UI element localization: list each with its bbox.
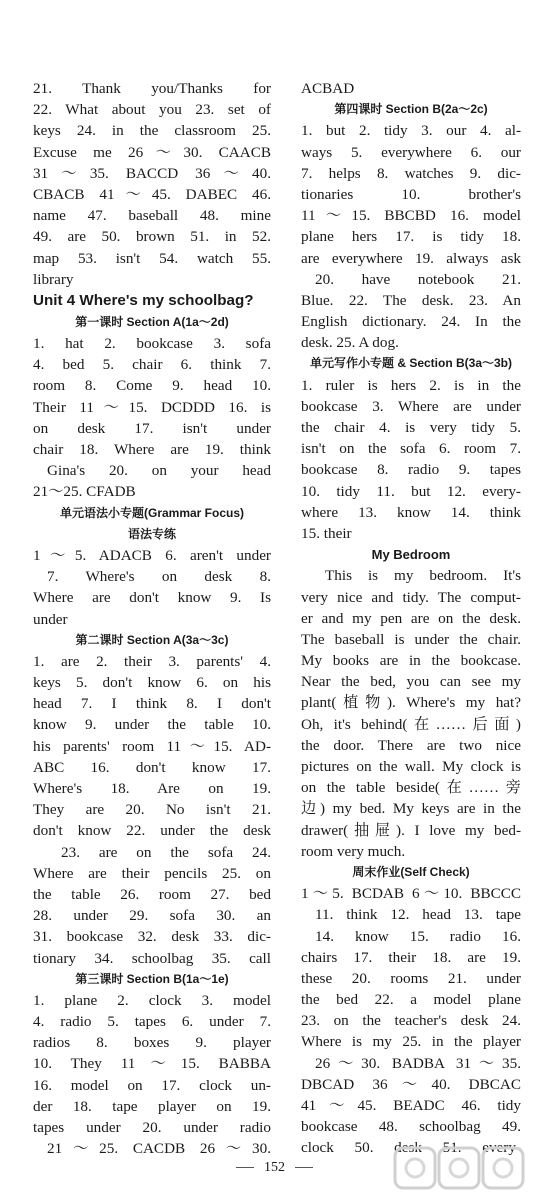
answer-line: on desk 17. isn't under <box>33 419 271 437</box>
answer-line: 31. bookcase 32. desk 33. dic- <box>33 928 271 946</box>
section-heading: 第三课时 Section B(1a～1e) <box>75 971 229 986</box>
essay-line: Oh, it's behind(在……后面) <box>301 715 521 733</box>
answer-line: ACBAD <box>301 80 355 97</box>
answer-line: 10. They 11～15. BABBA <box>33 1055 271 1073</box>
answer-line: 4. radio 5. tapes 6. under 7. <box>33 1013 271 1031</box>
unit-heading: Unit 4 Where's my schoolbag? <box>33 291 254 309</box>
answer-line: bookcase 3. Where are under <box>301 397 521 415</box>
right-answer-column <box>301 78 521 1159</box>
answer-line: 21～25. CFADB <box>33 483 136 501</box>
section-heading: 第一课时 Section A(1a～2d) <box>75 314 229 329</box>
answer-line: keys 5. don't know 6. on his <box>33 674 271 692</box>
section-heading: 单元语法小专题(Grammar Focus) <box>59 505 245 520</box>
essay-line: room very much. <box>301 842 406 860</box>
essay-line: Near the bed, you can see my <box>301 673 521 691</box>
answer-line: 7. Where's on desk 8. <box>47 568 271 586</box>
answer-line: 10. tidy 11. but 12. every- <box>301 482 521 500</box>
answer-line: his parents' room 11～15. AD- <box>33 737 271 755</box>
section-heading: 周末作业(Self Check) <box>352 864 470 879</box>
answer-line: 41～45. BEADC 46. tidy <box>301 1097 521 1114</box>
answer-line: the chair 4. is very tidy 5. <box>301 419 521 436</box>
answer-line: DBCAD 36～40. DBCAC <box>301 1075 521 1093</box>
answer-line: under <box>33 610 68 628</box>
answer-line: keys 24. in the classroom 25. <box>33 122 271 140</box>
answer-line: map 53. isn't 54. watch 55. <box>33 249 271 267</box>
essay-line: drawer(抽屉). I love my bed- <box>301 821 521 839</box>
essay-line: on the table beside(在……旁 <box>301 779 521 797</box>
answer-line: 31～35. BACCD 36～40. <box>33 164 271 182</box>
answer-line: Where are don't know 9. Is <box>33 589 271 607</box>
answer-line: 49. are 50. brown 51. in 52. <box>33 228 271 246</box>
answer-line: 1. hat 2. bookcase 3. sofa <box>33 335 271 353</box>
answer-line: clock 50. desk 51. every- <box>301 1139 521 1157</box>
section-heading: 单元写作小专题 & Section B(3a～3b) <box>309 356 513 371</box>
answer-line: the table 26. room 27. bed <box>33 885 271 903</box>
answer-line: know 9. under the table 10. <box>33 716 271 734</box>
answer-line: isn't on the sofa 6. room 7. <box>301 440 521 458</box>
answer-line: Where's 18. Are on 19. <box>33 780 271 797</box>
answer-line: 14. know 15. radio 16. <box>315 927 521 945</box>
answer-line: 22. What about you 23. set of <box>33 101 271 119</box>
essay-line: er and my pen are on the desk. <box>301 609 521 627</box>
answer-line: 16. model on 17. clock un- <box>33 1076 271 1094</box>
answer-line: are everywhere 19. always ask <box>301 249 521 267</box>
answer-line: 23. on the teacher's desk 24. <box>301 1012 521 1030</box>
answer-line: They are 20. No isn't 21. <box>33 801 271 819</box>
answer-line: 1. ruler is hers 2. is in the <box>301 376 521 394</box>
answer-line: 20. have notebook 21. <box>315 270 521 288</box>
answer-line: bookcase 8. radio 9. tapes <box>301 461 521 479</box>
section-heading: 第四课时 Section B(2a～2c) <box>334 102 488 117</box>
answer-line: 28. under 29. sofa 30. an <box>33 907 271 925</box>
answer-line: room 8. Come 9. head 10. <box>33 377 271 395</box>
answer-line: tapes under 20. under radio <box>33 1119 271 1136</box>
essay-line: My books are in the bookcase. <box>301 652 521 670</box>
answer-line: chairs 17. their 18. are 19. <box>301 948 521 966</box>
page-number: 152 <box>264 1160 285 1175</box>
answer-line: 15. their <box>301 524 352 542</box>
answer-line: 21. Thank you/Thanks for <box>33 80 271 97</box>
answer-line: desk. 25. A dog. <box>301 334 399 352</box>
answer-line: the bed 22. a model plane <box>301 991 521 1009</box>
answer-line: 23. are on the sofa 24. <box>61 843 271 861</box>
answer-line: where 13. know 14. think <box>301 503 521 521</box>
section-heading: 语法专练 <box>127 526 176 541</box>
watermark-logo-icon <box>393 1144 543 1196</box>
answer-line: Where are their pencils 25. on <box>33 864 271 882</box>
answer-line: 21～25. CACDB 26～30. <box>47 1140 271 1158</box>
answer-line: Gina's 20. on your head <box>47 462 271 480</box>
answer-line: tionaries 10. brother's <box>301 185 521 203</box>
essay-title: My Bedroom <box>371 547 451 563</box>
answer-line: ABC 16. don't know 17. <box>33 758 271 776</box>
answer-line: plane hers 17. is tidy 18. <box>301 228 521 246</box>
answer-line: ways 5. everywhere 6. our <box>301 143 521 161</box>
answer-line: library <box>33 270 74 288</box>
answer-line: Blue. 22. The desk. 23. An <box>301 291 521 309</box>
answer-line: Excuse me 26～30. CAACB <box>33 143 271 161</box>
section-heading: 第二课时 Section A(3a～3c) <box>75 632 229 647</box>
answer-line: der 18. tape player on 19. <box>33 1097 271 1115</box>
answer-line: 4. bed 5. chair 6. think 7. <box>33 356 271 374</box>
left-answer-column <box>33 78 271 1159</box>
essay-line: very nice and tidy. The comput- <box>301 588 521 606</box>
answer-line: head 7. I think 8. I don't <box>33 695 271 713</box>
essay-line: the door. There are two nice <box>301 736 521 754</box>
essay-line: This is my bedroom. It's <box>325 567 521 585</box>
answer-line: 7. helps 8. watches 9. dic- <box>301 164 521 182</box>
answer-line: name 47. baseball 48. mine <box>33 207 271 225</box>
answer-line: Their 11～15. DCDDD 16. is <box>33 398 271 416</box>
answer-line: 1～5. BCDAB 6～10. BBCCC <box>301 885 521 903</box>
answer-line: tionary 34. schoolbag 35. call <box>33 949 271 967</box>
answer-line: 11～15. BBCBD 16. model <box>301 207 521 225</box>
essay-line: pictures on the wall. My clock is <box>301 758 521 775</box>
answer-line: these 20. rooms 21. under <box>301 969 521 987</box>
answer-line: don't know 22. under the desk <box>33 822 271 840</box>
answer-line: English dictionary. 24. In the <box>301 313 521 331</box>
answer-line: 1. are 2. their 3. parents' 4. <box>33 652 271 670</box>
answer-line: bookcase 48. schoolbag 49. <box>301 1118 521 1136</box>
answer-line: CBACB 41～45. DABEC 46. <box>33 185 271 203</box>
answer-line: 1～5. ADACB 6. aren't under <box>33 546 271 564</box>
answer-line: Where is my 25. in the player <box>301 1033 521 1051</box>
essay-line: The baseball is under the chair. <box>301 630 521 648</box>
essay-line: plant(植物). Where's my hat? <box>301 694 521 712</box>
answer-line: radios 8. boxes 9. player <box>33 1034 271 1052</box>
answer-line: 11. think 12. head 13. tape <box>315 906 521 924</box>
answer-line: 1. but 2. tidy 3. our 4. al- <box>301 122 521 140</box>
answer-line: 1. plane 2. clock 3. model <box>33 991 271 1009</box>
answer-line: chair 18. Where are 19. think <box>33 441 271 458</box>
essay-line: 边) my bed. My keys are in the <box>301 800 521 818</box>
answer-line: 26～30. BADBA 31～35. <box>315 1054 521 1072</box>
